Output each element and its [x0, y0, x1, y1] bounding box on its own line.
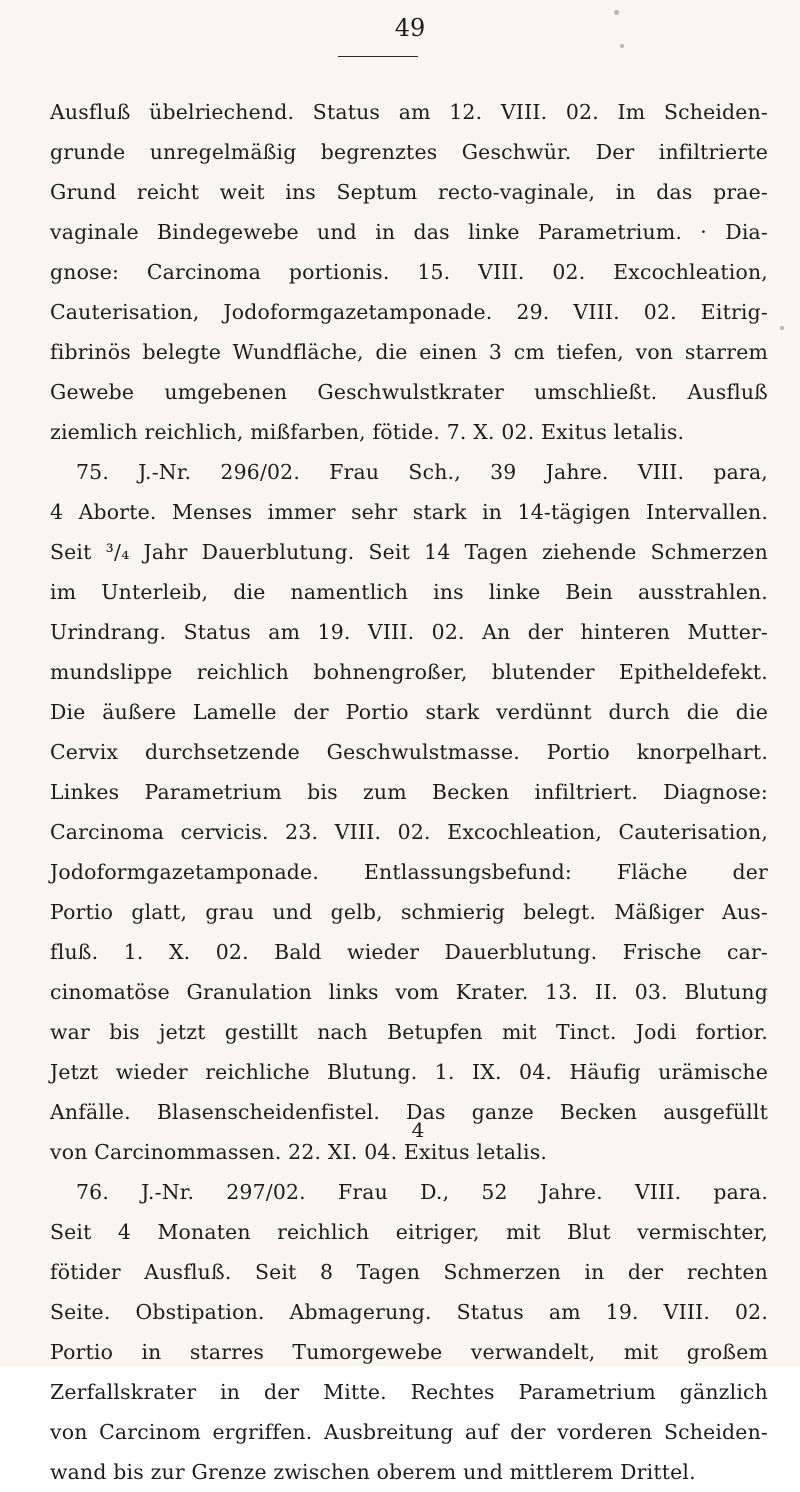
text-line: wand bis zur Grenze zwischen oberem und mittlerem Drittel.	[50, 1460, 696, 1484]
text-line: Grund reicht weit ins Septum recto-vaginale, in das prae-	[50, 180, 768, 204]
text-line: Seit ³/₄ Jahr Dauerblutung. Seit 14 Tagen ziehende Schmerzen	[50, 540, 768, 564]
header-rule	[338, 56, 418, 57]
text-line: war bis jetzt gestillt nach Betupfen mit Tinct. Jodi fortior.	[50, 1020, 768, 1044]
text-line: 4 Aborte. Menses immer sehr stark in 14-tägigen Intervallen.	[50, 500, 768, 524]
text-line: im Unterleib, die namentlich ins linke Bein ausstrahlen.	[50, 580, 768, 604]
text-line: Ausfluß übelriechend. Status am 12. VIII. 02. Im Scheiden-	[50, 100, 768, 124]
text-line: Anfälle. Blasenscheidenfistel. Das ganze Becken ausgefüllt	[50, 1100, 768, 1124]
text-line: Carcinoma cervicis. 23. VIII. 02. Excochleation, Cauterisation,	[50, 820, 768, 844]
text-line: Linkes Parametrium bis zum Becken infiltriert. Diagnose:	[50, 780, 768, 804]
text-line: cinomatöse Granulation links vom Krater. 13. II. 03. Blutung	[50, 980, 768, 1004]
text-line: fötider Ausfluß. Seit 8 Tagen Schmerzen in der rechten	[50, 1260, 768, 1284]
text-line: Portio in starres Tumorgewebe verwandelt, mit großem	[50, 1340, 768, 1364]
text-line: Jodoformgazetamponade. Entlassungsbefund: Fläche der	[50, 860, 768, 884]
paper-speck	[780, 326, 784, 330]
text-line: Seite. Obstipation. Abmagerung. Status am 19. VIII. 02.	[50, 1300, 768, 1324]
text-line: Gewebe umgebenen Geschwulstkrater umschließt. Ausfluß	[50, 380, 768, 404]
text-line: Portio glatt, grau und gelb, schmierig belegt. Mäßiger Aus-	[50, 900, 768, 924]
text-line: Cauterisation, Jodoformgazetamponade. 29. VIII. 02. Eitrig-	[50, 300, 768, 324]
paper-speck	[614, 10, 619, 15]
text-line: ziemlich reichlich, mißfarben, fötide. 7. X. 02. Exitus letalis.	[50, 420, 685, 444]
text-line: fibrinös belegte Wundfläche, die einen 3 cm tiefen, von starrem	[50, 340, 768, 364]
page-number: 49	[394, 14, 426, 42]
text-line: Urindrang. Status am 19. VIII. 02. An der hinteren Mutter-	[50, 620, 768, 644]
text-line: mundslippe reichlich bohnengroßer, blutender Epitheldefekt.	[50, 660, 768, 684]
text-line: von Carcinom ergriffen. Ausbreitung auf der vorderen Scheiden-	[50, 1420, 768, 1444]
text-line: Die äußere Lamelle der Portio stark verdünnt durch die die	[50, 700, 768, 724]
text-line: fluß. 1. X. 02. Bald wieder Dauerblutung. Frische car-	[50, 940, 768, 964]
paper-speck	[620, 44, 624, 48]
text-line: von Carcinommassen. 22. XI. 04. Exitus letalis.	[50, 1140, 548, 1164]
text-line: Seit 4 Monaten reichlich eitriger, mit Blut vermischter,	[50, 1220, 768, 1244]
body-text	[50, 92, 768, 1492]
text-line: Jetzt wieder reichliche Blutung. 1. IX. 04. Häufig urämische	[50, 1060, 768, 1084]
signature-mark: 4	[411, 1118, 425, 1142]
text-line: gnose: Carcinoma portionis. 15. VIII. 02. Excochleation,	[50, 260, 768, 284]
case-heading-line: 76. J.-Nr. 297/02. Frau D., 52 Jahre. VIII. para.	[76, 1180, 768, 1204]
text-line: Zerfallskrater in der Mitte. Rechtes Parametrium gänzlich	[50, 1380, 768, 1404]
case-heading-line: 75. J.-Nr. 296/02. Frau Sch., 39 Jahre. VIII. para,	[76, 460, 768, 484]
text-line: Cervix durchsetzende Geschwulstmasse. Portio knorpelhart.	[50, 740, 768, 764]
text-line: grunde unregelmäßig begrenztes Geschwür. Der infiltrierte	[50, 140, 768, 164]
text-line: vaginale Bindegewebe und in das linke Parametrium. · Dia-	[50, 220, 768, 244]
